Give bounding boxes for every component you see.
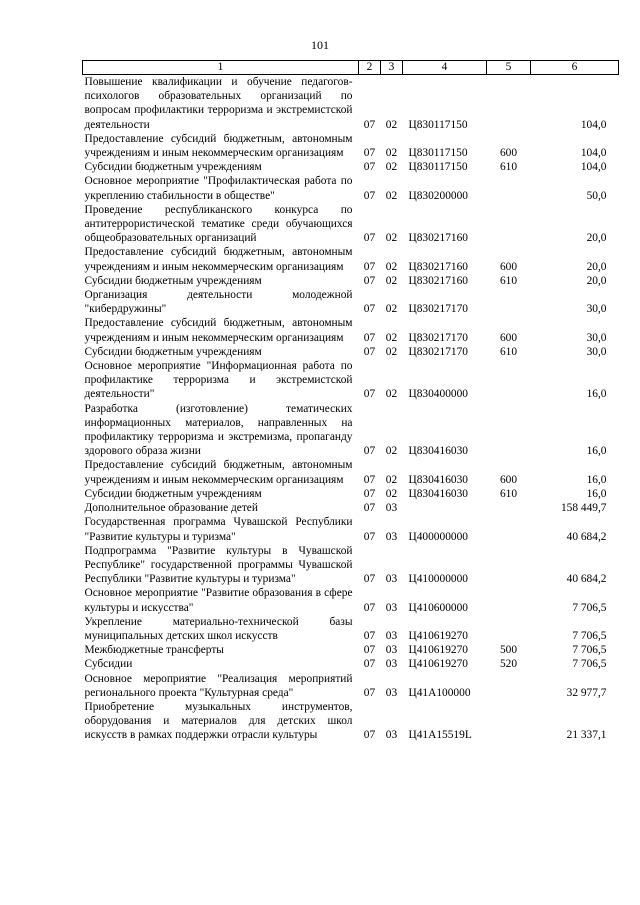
header-col-3: 3 — [381, 61, 403, 75]
row-section: 07 — [363, 189, 376, 202]
row-section: 07 — [363, 303, 376, 316]
row-expense-type — [487, 174, 531, 202]
row-name: Организация деятельности молодежной "кибердружины" — [84, 289, 353, 316]
row-section: 07 — [363, 274, 376, 287]
table-row — [83, 316, 619, 344]
header-col-2: 2 — [359, 61, 381, 75]
row-name: Основное мероприятие "Реализация мероприятий регионального проекта "Культурная среда" — [84, 672, 353, 699]
row-amount: 30,0 — [586, 303, 607, 316]
row-name: Подпрограмма "Развитие культуры в Чувашской Республике" государственной программы Чувашской Республики "Развитие культуры и туризма" — [84, 544, 353, 586]
row-expense-type — [487, 700, 531, 743]
table-row — [83, 402, 619, 459]
row-name: Субсидии — [84, 658, 133, 671]
row-section: 07 — [363, 388, 376, 401]
row-amount: 21 337,1 — [566, 729, 607, 742]
row-expense-type: 520 — [499, 658, 518, 671]
row-name: Межбюджетные трансферты — [84, 644, 224, 657]
row-amount: 30,0 — [586, 331, 607, 344]
row-target-article: Ц830200000 — [408, 189, 468, 202]
row-name: Основное мероприятие "Информационная работа по профилактике терроризма и экстремистской деятельности" — [84, 360, 353, 401]
row-expense-type — [487, 672, 531, 700]
table-row — [83, 700, 619, 743]
row-section: 07 — [363, 644, 376, 657]
row-name: Укрепление материально-технической базы муниципальных детских школ искусств — [84, 615, 353, 642]
row-amount: 104,0 — [580, 118, 607, 131]
row-section: 07 — [363, 118, 376, 131]
row-subsection: 02 — [385, 189, 398, 202]
row-target-article: Ц830117150 — [408, 161, 468, 174]
row-expense-type: 600 — [499, 147, 518, 160]
row-amount: 7 706,5 — [572, 629, 607, 642]
row-expense-type: 610 — [499, 161, 518, 174]
table-header-row — [83, 61, 619, 75]
row-expense-type — [487, 75, 531, 132]
row-target-article: Ц410600000 — [408, 601, 468, 614]
row-section: 07 — [363, 729, 376, 742]
table-row — [83, 487, 619, 501]
row-expense-type: 600 — [499, 331, 518, 344]
row-name: Предоставление субсидий бюджетным, автономным учреждениям и иным некоммерческим организациям — [84, 246, 353, 273]
row-section: 07 — [363, 573, 376, 586]
row-expense-type — [487, 615, 531, 643]
row-target-article: Ц830217170 — [408, 303, 468, 316]
table-row — [83, 245, 619, 273]
row-subsection: 02 — [385, 445, 398, 458]
row-expense-type: 500 — [499, 644, 518, 657]
row-target-article: Ц830217160 — [408, 232, 468, 245]
row-subsection: 02 — [385, 303, 398, 316]
row-subsection: 03 — [385, 658, 398, 671]
row-section: 07 — [363, 445, 376, 458]
row-subsection: 03 — [385, 644, 398, 657]
row-target-article: Ц410619270 — [408, 658, 468, 671]
row-name: Субсидии бюджетным учреждениям — [84, 345, 262, 358]
row-amount: 7 706,5 — [572, 658, 607, 671]
row-expense-type: 610 — [499, 487, 518, 500]
row-name: Предоставление субсидий бюджетным, автономным учреждениям и иным некоммерческим организациям — [84, 459, 353, 486]
row-section: 07 — [363, 345, 376, 358]
table-row — [83, 515, 619, 543]
row-subsection: 03 — [385, 686, 398, 699]
row-section: 07 — [363, 232, 376, 245]
table-row — [83, 672, 619, 700]
row-name: Приобретение музыкальных инструментов, оборудования и материалов для детских школ искусств в рамках поддержки отрасли культуры — [84, 700, 353, 742]
row-amount: 32 977,7 — [566, 686, 607, 699]
row-amount: 104,0 — [580, 147, 607, 160]
page-number: 101 — [311, 38, 329, 52]
row-name: Предоставление субсидий бюджетным, автономным учреждениям и иным некоммерческим организациям — [84, 132, 353, 160]
row-amount: 7 706,5 — [572, 601, 607, 614]
header-col-4: 4 — [403, 61, 487, 75]
table-row — [83, 160, 619, 174]
row-target-article: Ц830217170 — [408, 331, 468, 344]
table-row — [83, 132, 619, 160]
row-subsection: 02 — [385, 161, 398, 174]
row-section: 07 — [363, 331, 376, 344]
row-amount: 40 684,2 — [566, 573, 607, 586]
row-amount: 16,0 — [586, 388, 607, 401]
row-target-article: Ц410619270 — [408, 629, 468, 642]
row-amount: 30,0 — [586, 345, 607, 358]
row-expense-type: 610 — [499, 274, 518, 287]
row-subsection: 02 — [385, 487, 398, 500]
row-section: 07 — [363, 502, 376, 515]
row-target-article: Ц830117150 — [408, 147, 468, 160]
row-expense-type — [487, 501, 531, 515]
row-target-article: Ц830416030 — [408, 473, 468, 486]
table-row — [83, 458, 619, 486]
row-subsection: 03 — [385, 629, 398, 642]
row-section: 07 — [363, 260, 376, 273]
table-row — [83, 174, 619, 202]
row-target-article: Ц410619270 — [408, 644, 468, 657]
row-section: 07 — [363, 658, 376, 671]
table-row — [83, 359, 619, 402]
row-name: Субсидии бюджетным учреждениям — [84, 487, 262, 500]
row-subsection: 02 — [385, 473, 398, 486]
row-target-article: Ц830217160 — [408, 274, 468, 287]
row-section: 07 — [363, 601, 376, 614]
header-col-6: 6 — [531, 61, 619, 75]
row-amount: 50,0 — [586, 189, 607, 202]
row-name: Проведение республиканского конкурса по антитеррористической тематике среди обучающихся общеобразовательных организаций — [84, 203, 353, 245]
row-target-article: Ц830400000 — [408, 388, 468, 401]
row-name: Государственная программа Чувашской Республики "Развитие культуры и туризма" — [84, 516, 353, 543]
row-target-article — [403, 501, 487, 515]
row-section: 07 — [363, 161, 376, 174]
row-section: 07 — [363, 530, 376, 543]
row-target-article: Ц830416030 — [408, 487, 468, 500]
row-expense-type: 600 — [499, 473, 518, 486]
table-row — [83, 75, 619, 132]
row-section: 07 — [363, 487, 376, 500]
row-subsection: 02 — [385, 260, 398, 273]
row-name: Предоставление субсидий бюджетным, автономным учреждениям и иным некоммерческим организациям — [84, 317, 353, 344]
header-col-5: 5 — [487, 61, 531, 75]
table-body — [83, 75, 619, 743]
row-subsection: 03 — [385, 530, 398, 543]
row-expense-type — [487, 402, 531, 459]
row-target-article: Ц830416030 — [408, 445, 468, 458]
row-amount: 20,0 — [586, 260, 607, 273]
row-amount: 158 449,7 — [560, 502, 607, 515]
row-section: 07 — [363, 629, 376, 642]
row-target-article: Ц830217160 — [408, 260, 468, 273]
row-amount: 104,0 — [580, 161, 607, 174]
table-row — [83, 274, 619, 288]
row-expense-type — [487, 288, 531, 316]
row-target-article: Ц830117150 — [408, 118, 468, 131]
table-row — [83, 501, 619, 515]
row-expense-type — [487, 544, 531, 587]
row-subsection: 03 — [385, 573, 398, 586]
row-expense-type: 600 — [499, 260, 518, 273]
budget-table — [82, 60, 619, 743]
row-section: 07 — [363, 147, 376, 160]
row-subsection: 02 — [385, 331, 398, 344]
row-subsection: 02 — [385, 147, 398, 160]
row-target-article: Ц400000000 — [408, 530, 468, 543]
row-expense-type — [487, 359, 531, 402]
row-name: Дополнительное образование детей — [84, 502, 258, 515]
row-subsection: 02 — [385, 345, 398, 358]
table-row — [83, 586, 619, 614]
row-name: Основное мероприятие "Развитие образования в сфере культуры и искусства" — [84, 587, 353, 614]
row-amount: 16,0 — [586, 473, 607, 486]
row-target-article: Ц410000000 — [408, 573, 468, 586]
row-amount: 16,0 — [586, 445, 607, 458]
row-amount: 40 684,2 — [566, 530, 607, 543]
row-section: 07 — [363, 686, 376, 699]
row-name: Субсидии бюджетным учреждениям — [84, 274, 262, 287]
row-name: Повышение квалификации и обучение педагогов-психологов образовательных организаций по вопросам профилактики терроризма и экстремистской деятельности — [84, 76, 353, 131]
row-amount: 16,0 — [586, 487, 607, 500]
row-subsection: 03 — [385, 502, 398, 515]
row-target-article: Ц41A15519L — [408, 729, 472, 742]
row-expense-type — [487, 203, 531, 246]
row-subsection: 03 — [385, 601, 398, 614]
row-section: 07 — [363, 473, 376, 486]
table-row — [83, 657, 619, 671]
row-subsection: 03 — [385, 729, 398, 742]
row-target-article: Ц830217170 — [408, 345, 468, 358]
row-amount: 20,0 — [586, 232, 607, 245]
table-row — [83, 288, 619, 316]
row-name: Основное мероприятие "Профилактическая работа по укреплению стабильности в обществе" — [84, 175, 353, 202]
row-name: Субсидии бюджетным учреждениям — [84, 161, 262, 174]
table-row — [83, 345, 619, 359]
row-subsection: 02 — [385, 274, 398, 287]
table-row — [83, 615, 619, 643]
row-target-article: Ц41A100000 — [408, 686, 471, 699]
row-subsection: 02 — [385, 118, 398, 131]
row-subsection: 02 — [385, 232, 398, 245]
table-row — [83, 203, 619, 246]
row-subsection: 02 — [385, 388, 398, 401]
row-expense-type: 610 — [499, 345, 518, 358]
row-amount: 7 706,5 — [572, 644, 607, 657]
header-col-1: 1 — [83, 61, 359, 75]
row-amount: 20,0 — [586, 274, 607, 287]
row-name: Разработка (изготовление) тематических информационных материалов, направленных на профилактику терроризма и экстремизма, пропаганду здорового образа жизни — [84, 402, 353, 458]
row-expense-type — [487, 515, 531, 543]
table-row — [83, 643, 619, 657]
table-row — [83, 544, 619, 587]
row-expense-type — [487, 586, 531, 614]
